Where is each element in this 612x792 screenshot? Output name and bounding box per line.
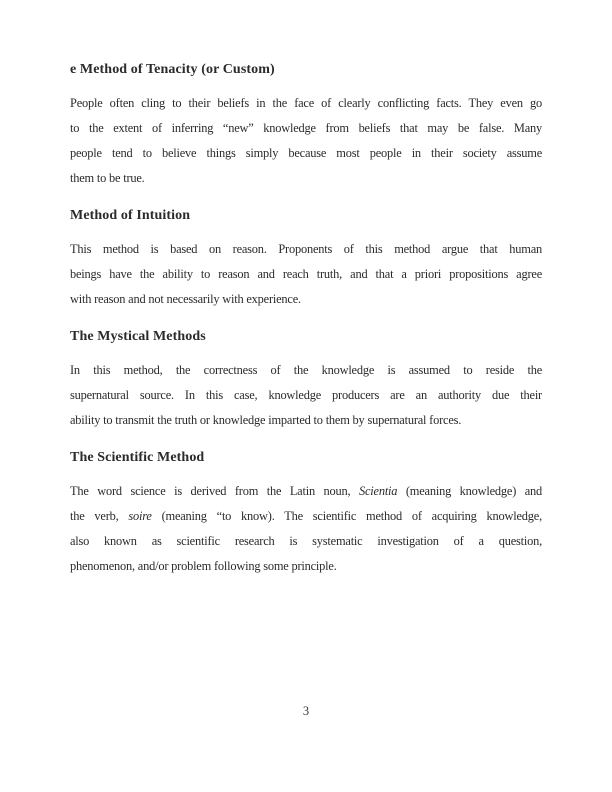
section-method-of-intuition — [70, 203, 542, 312]
paragraph — [70, 91, 542, 191]
paragraph-line: with reason and not necessarily with experience. — [70, 292, 301, 306]
paragraph-line — [70, 479, 542, 504]
paragraph-line: phenomenon, and/or problem following some principle. — [70, 559, 337, 573]
page-footer — [0, 703, 612, 719]
paragraph — [70, 358, 542, 433]
paragraph-line: In this method, the correctness of the knowledge is assumed to reside the — [70, 363, 542, 377]
line-text: The word science is derived from the Latin noun, — [70, 484, 359, 498]
paragraph-line: them to be true. — [70, 171, 145, 185]
section-heading: e Method of Tenacity (or Custom) — [70, 62, 275, 77]
section-scientific-method — [70, 445, 542, 579]
paragraph — [70, 479, 542, 579]
page-number: 3 — [302, 704, 310, 718]
line-text: (meaning knowledge) and — [397, 484, 542, 498]
line-text: the verb, — [70, 509, 129, 523]
paragraph-line: People often cling to their beliefs in the face of clearly conflicting facts. They even go — [70, 96, 542, 110]
section-method-of-tenacity — [70, 57, 542, 191]
section-heading: The Mystical Methods — [70, 329, 206, 344]
section-heading: The Scientific Method — [70, 450, 205, 465]
paragraph-line: supernatural source. In this case, knowledge producers are an authority due their — [70, 388, 542, 402]
section-mystical-methods — [70, 324, 542, 433]
section-heading: Method of Intuition — [70, 208, 191, 223]
paragraph-line: This method is based on reason. Proponents of this method argue that human — [70, 242, 542, 256]
paragraph — [70, 237, 542, 312]
italic-term-scientia: Scientia — [358, 484, 398, 498]
page-content — [70, 45, 542, 579]
paragraph-line: ability to transmit the truth or knowledge imparted to them by supernatural forces. — [70, 413, 462, 427]
paragraph-line: also known as scientific research is systematic investigation of a question, — [70, 534, 542, 548]
paragraph-line: beings have the ability to reason and reach truth, and that a priori propositions agree — [70, 267, 542, 281]
italic-term-soire: soire — [128, 509, 152, 523]
paragraph-line: people tend to believe things simply because most people in their society assume — [70, 146, 542, 160]
paragraph-line — [70, 504, 542, 529]
line-text: (meaning “to know). The scientific method of acquiring knowledge, — [151, 509, 542, 523]
paragraph-line: to the extent of inferring “new” knowledge from beliefs that may be false. Many — [70, 121, 542, 135]
